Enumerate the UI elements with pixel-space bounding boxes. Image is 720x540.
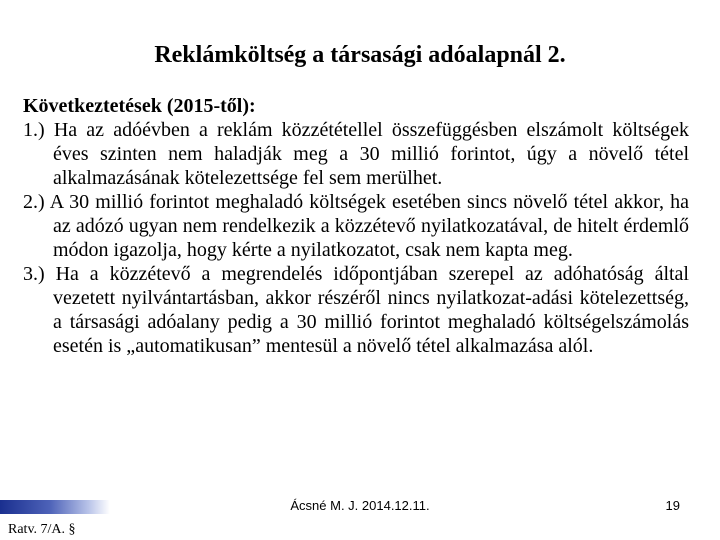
- footer-author-date: Ácsné M. J. 2014.12.11.: [290, 498, 430, 513]
- slide-title: Reklámköltség a társasági adóalapnál 2.: [154, 42, 566, 68]
- slide-body: [23, 94, 689, 358]
- conclusions-heading: Következtetések (2015-től):: [23, 95, 256, 117]
- point-2: 2.) A 30 millió forintot meghaladó költségek esetében sincs növelő tétel akkor, ha az adózó ugyan nem rendelkezik a közzétevő nyilatkozatával, de hitelt érdemlő módon igazolja, hogy kérte a nyilatkozatot, csak nem kapta meg.: [23, 191, 689, 261]
- legal-reference: Ratv. 7/A. §: [8, 522, 76, 537]
- point-1: 1.) Ha az adóévben a reklám közzététellel összefüggésben elszámolt költségek éves szinten nem haladják meg a 30 millió forintot, úgy a növelő tétel alkalmazásának kötelezettsége fel sem merülhet.: [23, 119, 689, 189]
- page-number: 19: [665, 498, 680, 513]
- point-3: 3.) Ha a közzétevő a megrendelés időpontjában szerepel az adóhatóság által vezetett nyilvántartásban, akkor részéről nincs nyilatkozat-adási kötelezettség, a társasági adóalany pedig a 30 millió forintot meghaladó költségelszámolás esetén is „automatikusan” mentesül a növelő tétel alkalmazása alól.: [23, 263, 689, 357]
